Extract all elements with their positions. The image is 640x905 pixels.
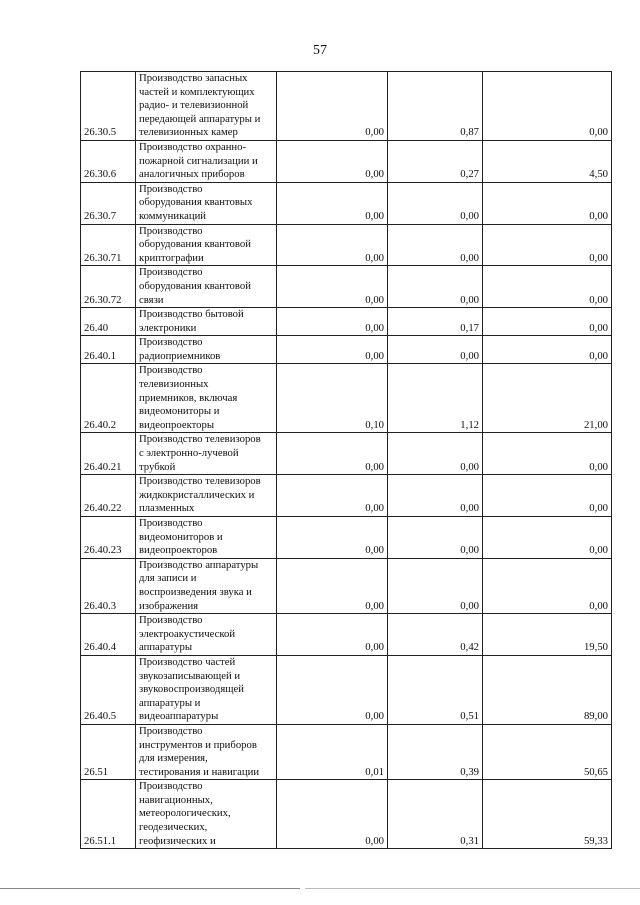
value-cell-3: 0,00: [483, 475, 612, 517]
value-cell-1: 0,01: [277, 724, 388, 779]
value-cell-3: 50,65: [483, 724, 612, 779]
activity-name-line: Производство: [139, 517, 203, 529]
activity-name-line: жидкокристаллических и: [139, 488, 255, 501]
okved-code-cell: 26.30.6: [81, 140, 136, 182]
activity-name-line: тестирования и навигации: [139, 765, 260, 778]
activity-name-cell: [136, 336, 277, 364]
activity-name-line: видеомониторы и: [139, 405, 220, 418]
okved-code-cell: 26.40.2: [81, 364, 136, 433]
activity-name-cell: [136, 364, 277, 433]
value-cell-1: 0,00: [277, 655, 388, 724]
value-cell-3: 0,00: [483, 224, 612, 266]
table-row: [81, 72, 612, 141]
table-row: [81, 558, 612, 613]
table-row: [81, 655, 612, 724]
table-row: [81, 266, 612, 308]
activity-name-line: Производство: [139, 224, 203, 237]
activity-name-line: пожарной сигнализации и: [139, 154, 258, 167]
table-row: [81, 517, 612, 559]
activity-name-line: воспроизведения звука и: [139, 585, 252, 598]
activity-name-cell: [136, 517, 277, 559]
activity-name-cell: [136, 140, 277, 182]
activity-name-cell: [136, 655, 277, 724]
value-cell-1: 0,00: [277, 182, 388, 224]
value-cell-1: 0,00: [277, 266, 388, 308]
activity-name-line: для записи и: [139, 572, 197, 585]
activity-name-line: оборудования квантовой: [139, 279, 251, 292]
activity-name-cell: [136, 266, 277, 308]
value-cell-3: 0,00: [483, 558, 612, 613]
value-cell-3: 21,00: [483, 364, 612, 433]
activity-name-line: аппаратуры и: [139, 696, 201, 709]
table-row: [81, 724, 612, 779]
activity-name-line: метеорологических,: [139, 807, 231, 820]
activity-name-line: для измерения,: [139, 752, 208, 765]
value-cell-3: 0,00: [483, 336, 612, 364]
activity-name-line: электроники: [139, 321, 197, 334]
activity-name-line: коммуникаций: [139, 209, 207, 222]
activity-name-line: Производство бытовой: [139, 308, 244, 321]
value-cell-2: 0,00: [388, 266, 483, 308]
activity-name-cell: [136, 308, 277, 336]
value-cell-2: 1,12: [388, 364, 483, 433]
value-cell-2: 0,87: [388, 72, 483, 141]
value-cell-2: 0,42: [388, 614, 483, 656]
activity-name-line: Производство телевизоров: [139, 433, 261, 446]
value-cell-2: 0,39: [388, 724, 483, 779]
activity-name-line: частей и комплектующих: [139, 85, 255, 98]
value-cell-3: 0,00: [483, 308, 612, 336]
activity-name-line: аналогичных приборов: [139, 168, 245, 181]
okved-code-cell: 26.40.5: [81, 655, 136, 724]
okved-code-cell: 26.30.7: [81, 182, 136, 224]
activity-name-line: радио- и телевизионной: [139, 99, 249, 112]
activity-name-line: трубкой: [139, 460, 176, 473]
activity-name-line: видеомониторов и: [139, 530, 223, 543]
activity-name-line: изображения: [139, 599, 199, 612]
value-cell-2: 0,00: [388, 475, 483, 517]
value-cell-2: 0,00: [388, 182, 483, 224]
activity-name-line: Производство частей: [139, 655, 236, 668]
activity-name-line: инструментов и приборов: [139, 738, 257, 751]
value-cell-2: 0,00: [388, 336, 483, 364]
activity-name-line: Производство: [139, 724, 203, 737]
table-row: [81, 140, 612, 182]
value-cell-1: 0,00: [277, 517, 388, 559]
table-row: [81, 224, 612, 266]
activity-name-line: видеопроекторы: [139, 418, 215, 431]
activity-name-line: Производство: [139, 182, 203, 195]
activity-name-line: звуковоспроизводящей: [139, 683, 244, 696]
value-cell-3: 19,50: [483, 614, 612, 656]
activity-name-line: с электронно-лучевой: [139, 447, 239, 460]
table-row: [81, 182, 612, 224]
activity-name-line: телевизионных: [139, 378, 209, 391]
activity-name-line: радиоприемников: [139, 349, 221, 362]
table-row: [81, 433, 612, 475]
table-row: [81, 475, 612, 517]
activity-name-line: Производство телевизоров: [139, 475, 261, 488]
footer-rule: [0, 888, 300, 889]
okved-code-cell: 26.40.3: [81, 558, 136, 613]
value-cell-1: 0,00: [277, 308, 388, 336]
value-cell-1: 0,10: [277, 364, 388, 433]
value-cell-3: 0,00: [483, 433, 612, 475]
activity-name-cell: [136, 182, 277, 224]
activity-name-line: Производство охранно-: [139, 140, 247, 153]
activity-name-cell: [136, 433, 277, 475]
table-body: [81, 72, 612, 849]
activity-name-line: приемников, включая: [139, 391, 238, 404]
okved-code-cell: 26.40.1: [81, 336, 136, 364]
activity-name-line: Производство: [139, 364, 203, 377]
activity-name-line: Производство аппаратуры: [139, 558, 259, 571]
value-cell-1: 0,00: [277, 224, 388, 266]
activity-name-line: геодезических,: [139, 821, 208, 834]
activity-name-line: геофизических и: [139, 834, 216, 847]
value-cell-1: 0,00: [277, 72, 388, 141]
table-row: [81, 364, 612, 433]
okved-code-cell: 26.51: [81, 724, 136, 779]
value-cell-2: 0,27: [388, 140, 483, 182]
value-cell-1: 0,00: [277, 780, 388, 849]
value-cell-1: 0,00: [277, 433, 388, 475]
activity-name-cell: [136, 224, 277, 266]
okved-code-cell: 26.30.5: [81, 72, 136, 141]
okved-code-cell: 26.40.22: [81, 475, 136, 517]
activity-name-line: Производство: [139, 780, 203, 793]
activity-name-line: передающей аппаратуры и: [139, 112, 261, 125]
activity-name-line: электроакустической: [139, 627, 236, 640]
value-cell-3: 89,00: [483, 655, 612, 724]
activity-name-cell: [136, 72, 277, 141]
okved-code-cell: 26.30.72: [81, 266, 136, 308]
data-table: [80, 71, 612, 849]
activity-name-cell: [136, 724, 277, 779]
value-cell-2: 0,51: [388, 655, 483, 724]
footer-rule-faint: [305, 888, 640, 889]
table-row: [81, 308, 612, 336]
activity-name-line: оборудования квантовых: [139, 196, 253, 209]
activity-name-line: Производство: [139, 266, 203, 279]
value-cell-3: 0,00: [483, 517, 612, 559]
value-cell-3: 59,33: [483, 780, 612, 849]
value-cell-1: 0,00: [277, 475, 388, 517]
activity-name-line: Производство запасных: [139, 72, 248, 84]
okved-code-cell: 26.40: [81, 308, 136, 336]
activity-name-cell: [136, 558, 277, 613]
value-cell-2: 0,00: [388, 433, 483, 475]
activity-name-line: Производство: [139, 614, 203, 627]
okved-code-cell: 26.40.4: [81, 614, 136, 656]
table-row: [81, 780, 612, 849]
activity-name-line: плазменных: [139, 502, 195, 515]
okved-code-cell: 26.51.1: [81, 780, 136, 849]
activity-name-line: телевизионных камер: [139, 126, 238, 139]
activity-name-line: оборудования квантовой: [139, 238, 251, 251]
value-cell-2: 0,00: [388, 558, 483, 613]
activity-name-line: Производство: [139, 336, 203, 349]
activity-name-line: навигационных,: [139, 793, 213, 806]
table-row: [81, 336, 612, 364]
okved-code-cell: 26.40.21: [81, 433, 136, 475]
value-cell-2: 0,17: [388, 308, 483, 336]
activity-name-line: аппаратуры: [139, 641, 192, 654]
okved-code-cell: 26.30.71: [81, 224, 136, 266]
activity-name-cell: [136, 614, 277, 656]
value-cell-3: 0,00: [483, 72, 612, 141]
value-cell-3: 0,00: [483, 182, 612, 224]
page-number: 57: [313, 43, 327, 58]
table-row: [81, 614, 612, 656]
activity-name-line: криптографии: [139, 251, 204, 264]
value-cell-1: 0,00: [277, 614, 388, 656]
value-cell-2: 0,31: [388, 780, 483, 849]
okved-code-cell: 26.40.23: [81, 517, 136, 559]
activity-name-line: звукозаписывающей и: [139, 669, 241, 682]
value-cell-2: 0,00: [388, 517, 483, 559]
activity-name-cell: [136, 475, 277, 517]
activity-name-line: связи: [139, 293, 164, 306]
value-cell-1: 0,00: [277, 336, 388, 364]
value-cell-1: 0,00: [277, 140, 388, 182]
value-cell-2: 0,00: [388, 224, 483, 266]
activity-name-line: видеоаппаратуры: [139, 710, 219, 723]
value-cell-3: 0,00: [483, 266, 612, 308]
activity-name-line: видеопроекторов: [139, 544, 218, 557]
value-cell-1: 0,00: [277, 558, 388, 613]
value-cell-3: 4,50: [483, 140, 612, 182]
activity-name-cell: [136, 780, 277, 849]
